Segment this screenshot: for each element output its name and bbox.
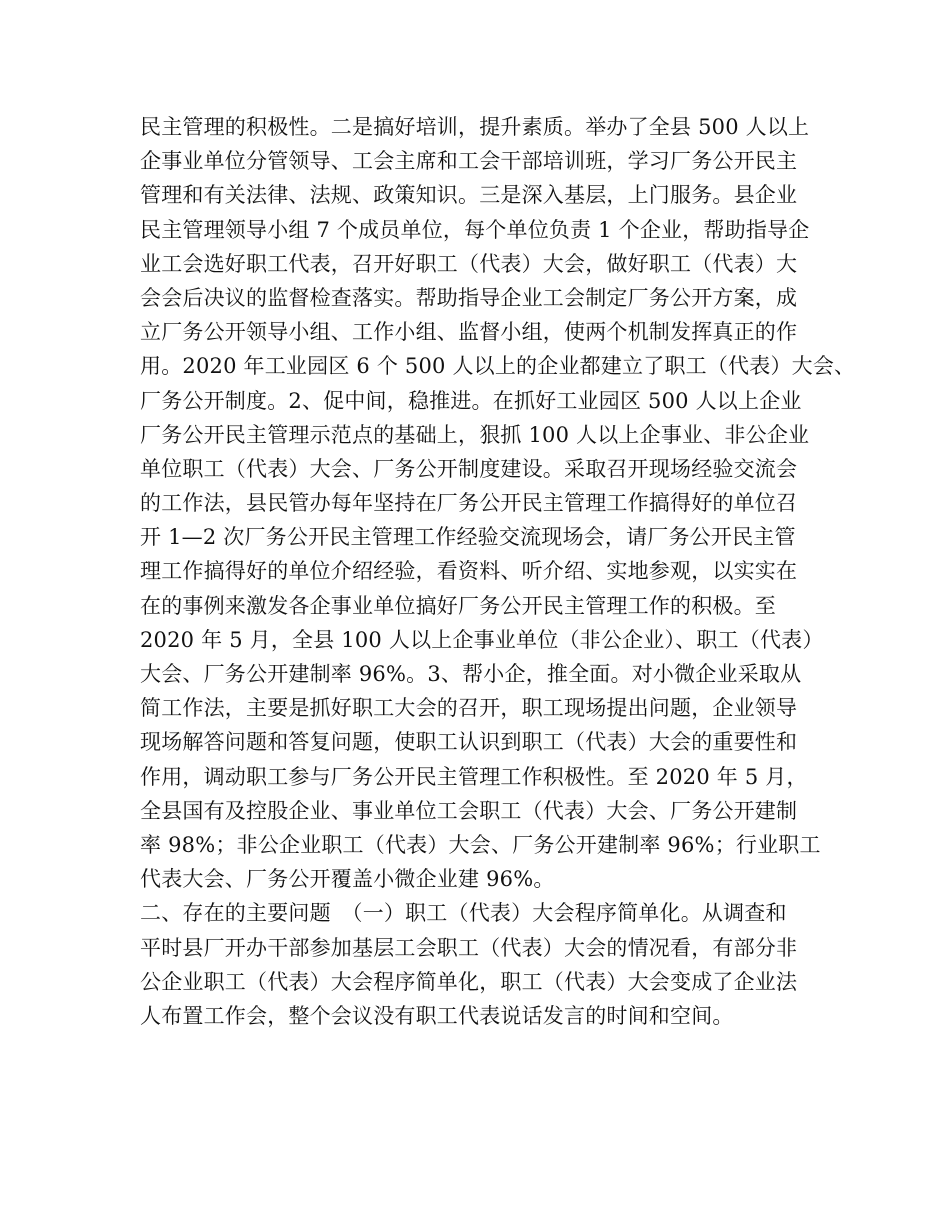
text-line: 民主管理领导小组 7 个成员单位，每个单位负责 1 个企业，帮助指导企 bbox=[140, 217, 810, 242]
text-line: 的工作法，县民管办每年坚持在厂务公开民主管理工作搞得好的单位召 bbox=[140, 491, 798, 516]
text-line: 代表大会、厂务公开覆盖小微企业建 96%。 bbox=[140, 867, 555, 892]
text-line: 在的事例来激发各企事业单位搞好厂务公开民主管理工作的积极。至 bbox=[140, 593, 776, 618]
text-line: 2020 年 5 月，全县 100 人以上企事业单位（非公企业）、职工（代表） bbox=[140, 627, 824, 652]
text-line: 全县国有及控股企业、事业单位工会职工（代表）大会、厂务公开建制 bbox=[140, 798, 798, 823]
text-line: 率 98%；非公企业职工（代表）大会、厂务公开建制率 96%；行业职工 bbox=[140, 832, 821, 857]
text-line: 作用，调动职工参与厂务公开民主管理工作积极性。至 2020 年 5 月， bbox=[140, 764, 808, 789]
text-line: 用。2020 年工业园区 6 个 500 人以上的企业都建立了职工（代表）大会、 bbox=[140, 354, 856, 379]
text-line: 厂务公开民主管理示范点的基础上，狠抓 100 人以上企事业、非公企业 bbox=[140, 422, 810, 447]
text-line: 民主管理的积极性。二是搞好培训，提升素质。举办了全县 500 人以上 bbox=[140, 115, 810, 139]
text-line: 开 1—2 次厂务公开民主管理工作经验交流现场会，请厂务公开民主管 bbox=[140, 525, 796, 550]
text-line: 管理和有关法律、法规、政策知识。三是深入基层，上门服务。县企业 bbox=[140, 183, 798, 208]
section-heading-line: 二、存在的主要问题 （一）职工（代表）大会程序简单化。从调查和 bbox=[140, 901, 787, 926]
text-line: 业工会选好职工代表，召开好职工（代表）大会，做好职工（代表）大 bbox=[140, 251, 798, 276]
text-line: 企事业单位分管领导、工会主席和工会干部培训班，学习厂务公开民主 bbox=[140, 149, 798, 174]
text-line: 理工作搞得好的单位介绍经验，看资料、听介绍、实地参观，以实实在 bbox=[140, 559, 798, 584]
text-line: 简工作法，主要是抓好职工大会的召开，职工现场提出问题，企业领导 bbox=[140, 696, 798, 721]
text-line: 立厂务公开领导小组、工作小组、监督小组，使两个机制发挥真正的作 bbox=[140, 320, 798, 345]
text-line: 厂务公开制度。2、促中间，稳推进。在抓好工业园区 500 人以上企业 bbox=[140, 388, 802, 413]
text-line: 公企业职工（代表）大会程序简单化，职工（代表）大会变成了企业法 bbox=[140, 969, 798, 994]
text-line: 大会、厂务公开建制率 96%。3、帮小企，推全面。对小微企业采取从 bbox=[140, 662, 802, 686]
text-line: 人布置工作会，整个会议没有职工代表说话发言的时间和空间。 bbox=[140, 1003, 734, 1028]
text-line: 单位职工（代表）大会、厂务公开制度建设。采取召开现场经验交流会 bbox=[140, 456, 798, 481]
body-text bbox=[140, 110, 856, 1033]
text-line: 现场解答问题和答复问题，使职工认识到职工（代表）大会的重要性和 bbox=[140, 730, 798, 755]
text-line: 会会后决议的监督检查落实。帮助指导企业工会制定厂务公开方案，成 bbox=[140, 285, 798, 310]
text-line: 平时县厂开办干部参加基层工会职工（代表）大会的情况看，有部分非 bbox=[140, 935, 798, 960]
